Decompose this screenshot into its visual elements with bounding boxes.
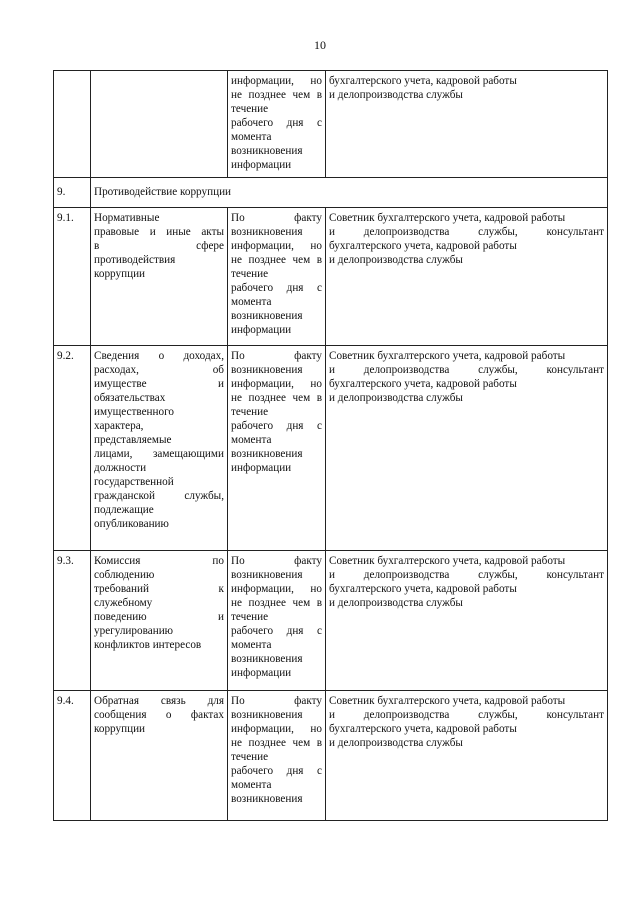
text-line: Нормативные xyxy=(94,212,160,224)
text-line: конфликтов интересов xyxy=(94,639,202,651)
text-line: информации, но xyxy=(231,723,322,735)
row-number: 9.2. xyxy=(54,346,91,551)
table-row xyxy=(54,346,608,551)
text-line: и делопроизводства службы xyxy=(329,737,463,749)
text-line: не позднее чем в xyxy=(231,89,322,101)
text-line: противодействия xyxy=(94,254,176,266)
text-line: требований к xyxy=(94,583,224,595)
text-line: и делопроизводства службы, консультант xyxy=(329,709,604,721)
text-line: служебному xyxy=(94,597,153,609)
responsible-cell xyxy=(326,346,608,551)
text-line: представляемые xyxy=(94,434,172,446)
row-number: 9.3. xyxy=(54,551,91,691)
responsible-cell xyxy=(326,71,608,178)
text-line: Обратная связь для xyxy=(94,695,224,707)
responsible-cell xyxy=(326,691,608,821)
table-row xyxy=(54,71,608,178)
text-line: возникновения xyxy=(231,569,303,581)
responsible-cell xyxy=(326,208,608,346)
text-line: и делопроизводства службы, консультант xyxy=(329,569,604,581)
text-line: гражданской службы, xyxy=(94,490,224,502)
text-line: момента xyxy=(231,131,272,143)
text-line: рабочего дня с xyxy=(231,420,322,432)
term-cell xyxy=(228,551,326,691)
term-cell xyxy=(228,71,326,178)
text-line: должности xyxy=(94,462,147,474)
text-line: По факту xyxy=(231,350,322,362)
text-line: бухгалтерского учета, кадровой работы xyxy=(329,378,517,390)
text-line: информации xyxy=(231,159,292,171)
text-line: момента xyxy=(231,639,272,651)
text-line: Сведения о доходах, xyxy=(94,350,224,362)
text-line: опубликованию xyxy=(94,518,169,530)
text-line: информации, но xyxy=(231,75,322,87)
item-name-cell xyxy=(91,551,228,691)
text-line: возникновения xyxy=(231,145,303,157)
row-number: 9.4. xyxy=(54,691,91,821)
text-line: не позднее чем в xyxy=(231,597,322,609)
text-line: сообщения о фактах xyxy=(94,709,224,721)
text-line: бухгалтерского учета, кадровой работы xyxy=(329,240,517,252)
text-line: рабочего дня с xyxy=(231,282,322,294)
text-line: и делопроизводства службы, консультант xyxy=(329,364,604,376)
text-line: Комиссия по xyxy=(94,555,224,567)
text-line: рабочего дня с xyxy=(231,625,322,637)
text-line: расходах, об xyxy=(94,364,224,376)
text-line: Советник бухгалтерского учета, кадровой работы xyxy=(329,555,566,567)
table-row xyxy=(54,691,608,821)
item-name-cell xyxy=(91,346,228,551)
document-table xyxy=(53,70,608,821)
text-line: имущественного xyxy=(94,406,175,418)
text-line: лицами, замещающими xyxy=(94,448,224,460)
text-line: возникновения xyxy=(231,310,303,322)
text-line: соблюдению xyxy=(94,569,155,581)
term-cell xyxy=(228,346,326,551)
table-row xyxy=(54,551,608,691)
text-line: государственной xyxy=(94,476,174,488)
section-number: 9. xyxy=(54,178,91,208)
text-line: и делопроизводства службы, консультант xyxy=(329,226,604,238)
text-line: и делопроизводства службы xyxy=(329,597,463,609)
text-line: не позднее чем в xyxy=(231,737,322,749)
item-name-cell xyxy=(91,691,228,821)
text-line: возникновения xyxy=(231,793,303,805)
text-line: Советник бухгалтерского учета, кадровой работы xyxy=(329,350,566,362)
term-cell xyxy=(228,691,326,821)
text-line: информации, но xyxy=(231,240,322,252)
term-cell xyxy=(228,208,326,346)
text-line: урегулированию xyxy=(94,625,174,637)
text-line: момента xyxy=(231,296,272,308)
text-line: рабочего дня с xyxy=(231,117,322,129)
text-line: информации, но xyxy=(231,583,322,595)
text-line: момента xyxy=(231,434,272,446)
text-line: коррупции xyxy=(94,268,146,280)
text-line: Советник бухгалтерского учета, кадровой работы xyxy=(329,695,566,707)
text-line: не позднее чем в xyxy=(231,254,322,266)
text-line: обязательствах xyxy=(94,392,166,404)
text-line: информации xyxy=(231,324,292,336)
text-line: бухгалтерского учета, кадровой работы xyxy=(329,723,517,735)
text-line: течение xyxy=(231,611,269,623)
text-line: бухгалтерского учета, кадровой работы xyxy=(329,583,517,595)
text-line: подлежащие xyxy=(94,504,154,516)
text-line: возникновения xyxy=(231,653,303,665)
text-line: бухгалтерского учета, кадровой работы xyxy=(329,75,517,87)
text-line: возникновения xyxy=(231,226,303,238)
page-number: 10 xyxy=(314,38,326,52)
text-line: По факту xyxy=(231,212,322,224)
section-title: Противодействие коррупции xyxy=(91,178,608,208)
text-line: имуществе и xyxy=(94,378,224,390)
text-line: и делопроизводства службы xyxy=(329,89,463,101)
text-line: течение xyxy=(231,268,269,280)
text-line: возникновения xyxy=(231,709,303,721)
text-line: информации, но xyxy=(231,378,322,390)
text-line: течение xyxy=(231,751,269,763)
text-line: информации xyxy=(231,462,292,474)
text-line: и делопроизводства службы xyxy=(329,254,463,266)
text-line: По факту xyxy=(231,555,322,567)
text-line: возникновения xyxy=(231,364,303,376)
responsible-cell xyxy=(326,551,608,691)
text-line: характера, xyxy=(94,420,144,432)
text-line: течение xyxy=(231,406,269,418)
text-line: поведению и xyxy=(94,611,224,623)
text-line: течение xyxy=(231,103,269,115)
table-row xyxy=(54,208,608,346)
item-name-cell xyxy=(91,71,228,178)
text-line: и делопроизводства службы xyxy=(329,392,463,404)
text-line: По факту xyxy=(231,695,322,707)
section-row xyxy=(54,178,608,208)
text-line: не позднее чем в xyxy=(231,392,322,404)
text-line: в сфере xyxy=(94,240,224,252)
text-line: коррупции xyxy=(94,723,146,735)
text-line: возникновения xyxy=(231,448,303,460)
text-line: информации xyxy=(231,667,292,679)
row-number-cell xyxy=(54,71,91,178)
text-line: Советник бухгалтерского учета, кадровой работы xyxy=(329,212,566,224)
text-line: правовые и иные акты xyxy=(94,226,224,238)
item-name-cell xyxy=(91,208,228,346)
row-number: 9.1. xyxy=(54,208,91,346)
text-line: рабочего дня с xyxy=(231,765,322,777)
text-line: момента xyxy=(231,779,272,791)
